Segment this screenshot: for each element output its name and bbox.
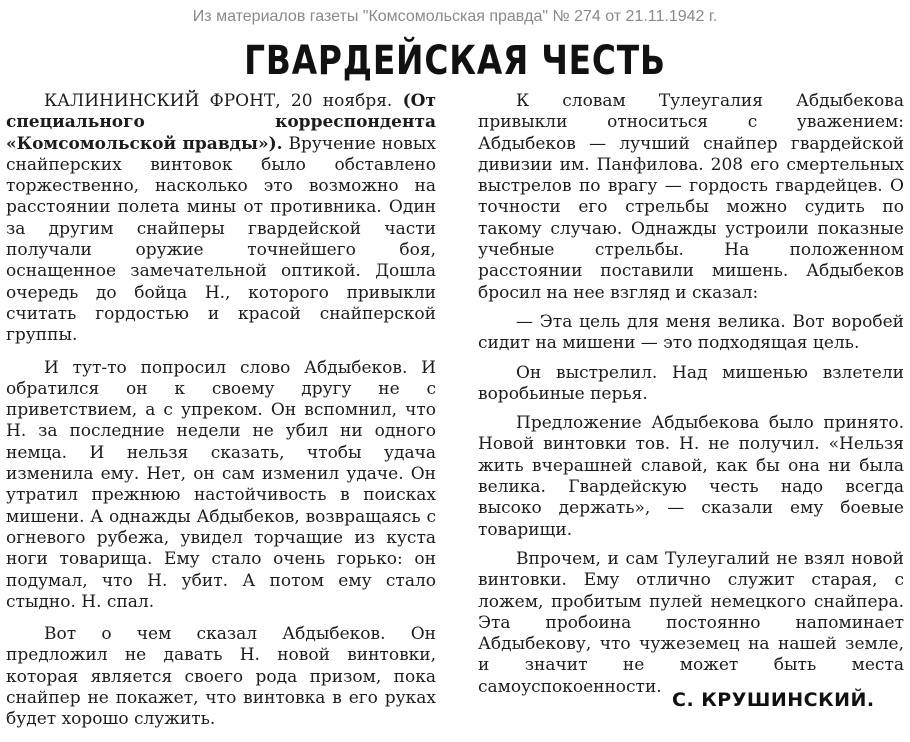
paragraph: Впрочем, и сам Тулеугалий не взял новой винтовки. Ему отлично служит старая, с ложем, пробитым пулей немецкого снайпера. Эта пробоина постоянно напоминает Абдыбекову, что чужеземец на нашей земле, и значит не может быть места самоуспокоенности. <box>478 548 904 697</box>
lead-text: Вручение новых снайперских винтовок было обставлено торжественно, насколько это возможно на расстоянии полета мины от противника. Один за другим снайперы гвардейской части получали оружие точнейшего боя, оснащенное замечательной оптикой. Дошла очередь до бойца Н., которого привыкли считать гордостью и красой снайперской группы. <box>6 133 436 346</box>
author-signature: С. КРУШИНСКИЙ. <box>672 689 875 711</box>
left-column <box>6 91 436 742</box>
lead-paragraph <box>6 91 436 347</box>
right-column <box>478 91 904 706</box>
paragraph: Предложение Абдыбекова было принято. Новой винтовки тов. Н. не получил. «Нельзя жить вчерашней славой, как бы она ни была велика. Гвардейскую честь надо всегда высоко держать», — сказали ему боевые товарищи. <box>478 413 904 540</box>
paragraph: Он выстрелил. Над мишенью взлетели воробьиные перья. <box>478 362 904 404</box>
paragraph: К словам Тулеугалия Абдыбекова привыкли относиться с уважением: Абдыбеков — лучший снайпер гвардейской дивизии им. Панфилова. 208 его смертельных выстрелов по врагу — гордость гвардейцев. О точности его стрельбы можно судить по такому случаю. Однажды устроили показные учебные стрельбы. На положенном расстоянии поставили мишень. Абдыбеков бросил на нее взгляд и сказал: <box>478 91 904 303</box>
dateline: КАЛИНИНСКИЙ ФРОНТ, 20 ноября. <box>44 91 393 111</box>
correspondent-note: (От специального корреспондента «Комсомольской правды»). <box>6 91 436 154</box>
paragraph: И тут-то попросил слово Абдыбеков. И обратился он к своему другу не с приветствием, а с упреком. Он вспомнил, что Н. за последние недели не убил ни одного немца. И нельзя сказать, чтобы удача изменила ему. Нет, он сам изменил удаче. Он утратил прежнюю настойчивость в поисках мишени. А однажды Абдыбеков, возвращаясь с огневого рубежа, увидел торчащие из куста ноги товарища. Ему стало очень горько: он подумал, что Н. убит. А потом ему стало стыдно. Н. спал. <box>6 357 436 612</box>
article-title: ГВАРДЕЙСКАЯ ЧЕСТЬ <box>244 38 666 84</box>
paragraph: Вот о чем сказал Абдыбеков. Он предложил не давать Н. новой винтовки, которая является своего рода призом, пока снайпер не покажет, что винтовка в его руках будет хорошо служить. <box>6 624 436 730</box>
paragraph: — Эта цель для меня велика. Вот воробей сидит на мишени — это подходящая цель. <box>478 311 904 354</box>
source-caption: Из материалов газеты "Комсомольская правда" № 274 от 21.11.1942 г. <box>192 8 718 25</box>
